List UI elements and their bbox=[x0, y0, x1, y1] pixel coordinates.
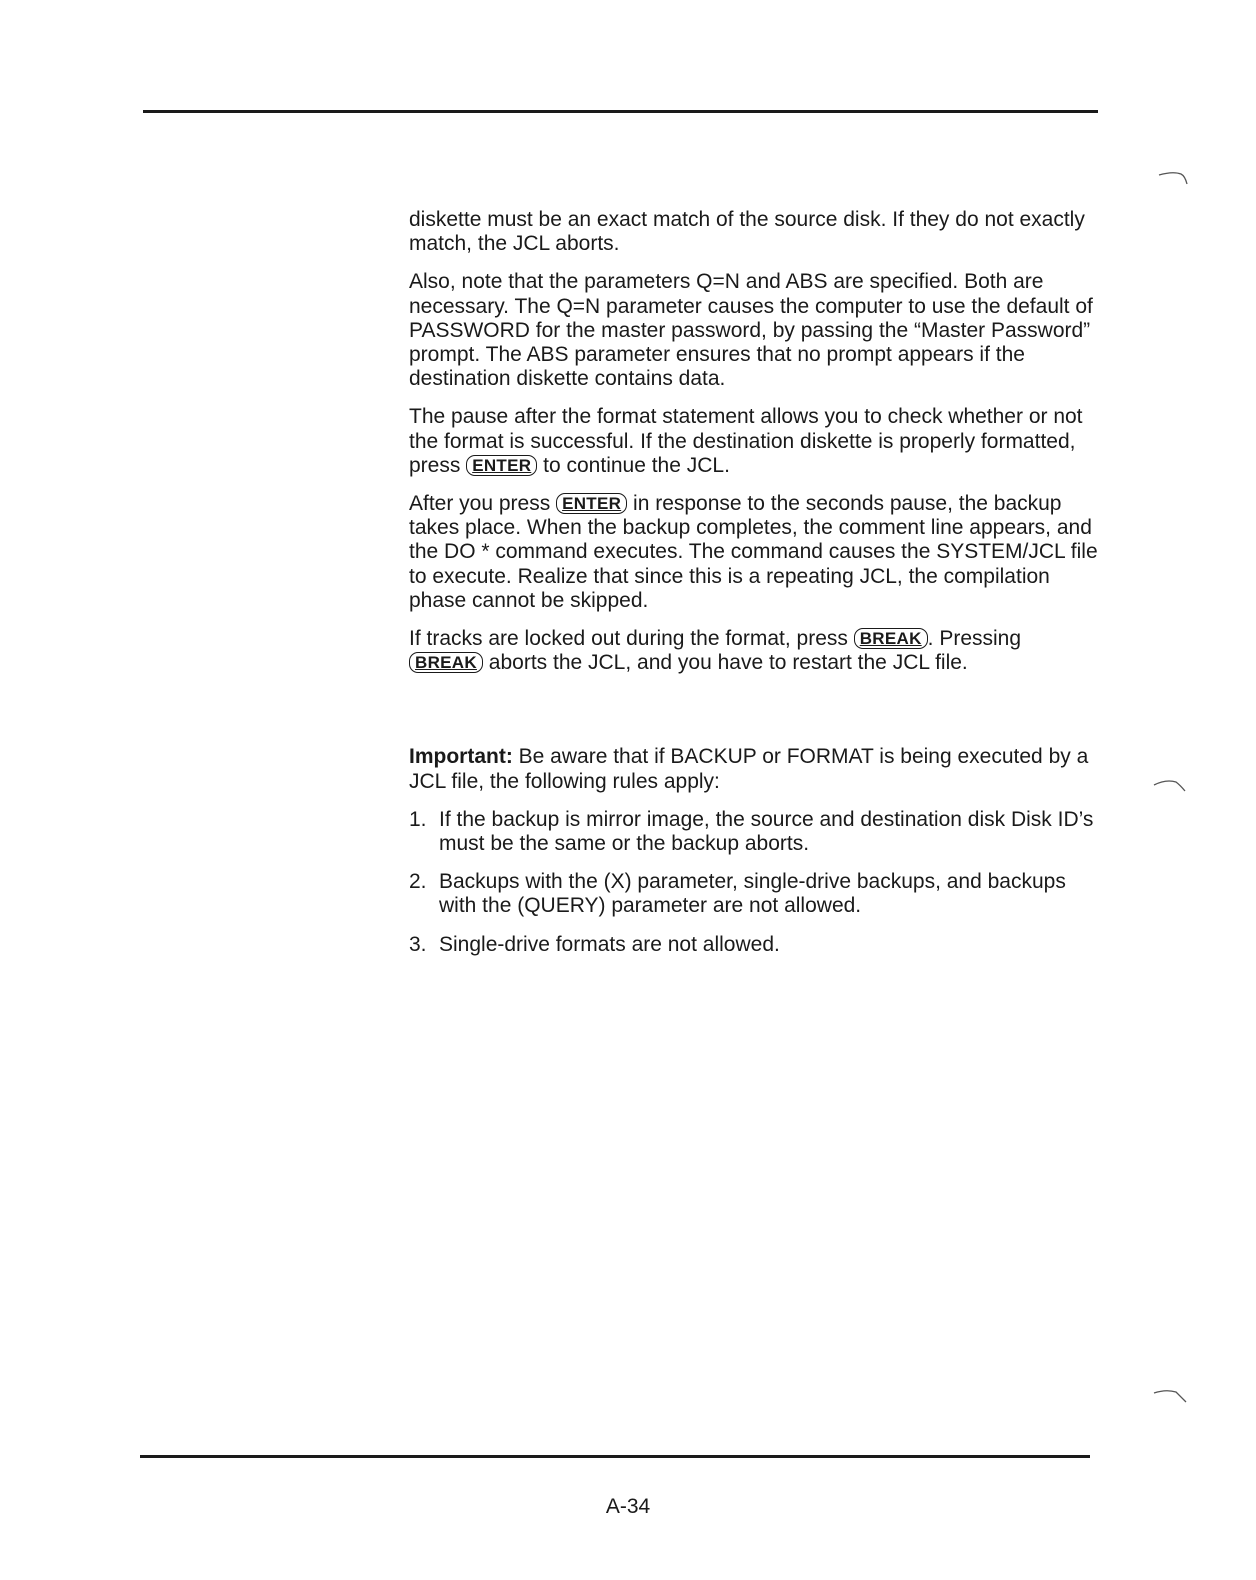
enter-key-glyph: ENTER bbox=[466, 455, 537, 476]
top-rule bbox=[143, 110, 1098, 113]
list-number: 2. bbox=[409, 870, 427, 894]
list-text: Single-drive formats are not allowed. bbox=[439, 932, 780, 956]
paragraph: diskette must be an exact match of the source disk. If they do not exactly match, the JCL aborts. bbox=[409, 208, 1085, 256]
important-label: Important: bbox=[409, 745, 513, 769]
body-content bbox=[409, 208, 1099, 971]
paragraph-text: aborts the JCL, and you have to restart the JCL file. bbox=[482, 651, 968, 675]
important-note bbox=[409, 745, 1099, 793]
page-number: A-34 bbox=[605, 1495, 651, 1518]
paragraph-text: . Pressing bbox=[927, 627, 1022, 651]
important-text: Be aware that if BACKUP or FORMAT is being executed by a JCL file, the following rules apply: bbox=[409, 745, 1089, 793]
paragraph-text: If tracks are locked out during the format, press bbox=[409, 627, 854, 651]
list-text: If the backup is mirror image, the source and destination disk Disk ID’s must be the same or the backup aborts. bbox=[439, 807, 1094, 856]
paragraph-text: in response to the seconds pause, the backup takes place. When the backup completes, the comment line appears, and the DO * command executes. The command causes the SYSTEM/JCL file to execute. Realize that since this is a repeating JCL, the compilation phase cannot be skipped. bbox=[409, 492, 1098, 612]
list-text: Backups with the (X) parameter, single-drive backups, and backups with the (QUERY) parameter are not allowed. bbox=[439, 870, 1066, 918]
paragraph-text: The pause after the format statement allows you to check whether or not the format is successful. If the destination diskette is properly formatted, press bbox=[409, 405, 1083, 477]
binder-mark bbox=[1152, 777, 1192, 797]
paragraph-text: to continue the JCL. bbox=[537, 453, 730, 477]
break-key-glyph: BREAK bbox=[409, 652, 483, 673]
list-item bbox=[409, 808, 1099, 856]
paragraph-text: After you press bbox=[409, 492, 557, 516]
paragraph bbox=[409, 627, 1099, 675]
list-item bbox=[409, 870, 1099, 918]
binder-mark bbox=[1152, 1387, 1192, 1407]
rules-list bbox=[409, 808, 1099, 957]
list-number: 1. bbox=[409, 807, 427, 831]
list-item bbox=[409, 933, 1099, 957]
paragraph bbox=[409, 492, 1099, 613]
list-number: 3. bbox=[409, 932, 427, 956]
bottom-rule bbox=[140, 1455, 1090, 1458]
break-key-glyph: BREAK bbox=[854, 628, 928, 649]
paragraph: Also, note that the parameters Q=N and ABS are specified. Both are necessary. The Q=N parameter causes the computer to use the default of PASSWORD for the master password, by passing the “Master Password” prompt. The ABS parameter ensures that no prompt appears if the destination diskette contains data. bbox=[409, 270, 1093, 391]
binder-mark bbox=[1157, 170, 1197, 190]
paragraph bbox=[409, 405, 1099, 478]
enter-key-glyph: ENTER bbox=[556, 493, 627, 514]
